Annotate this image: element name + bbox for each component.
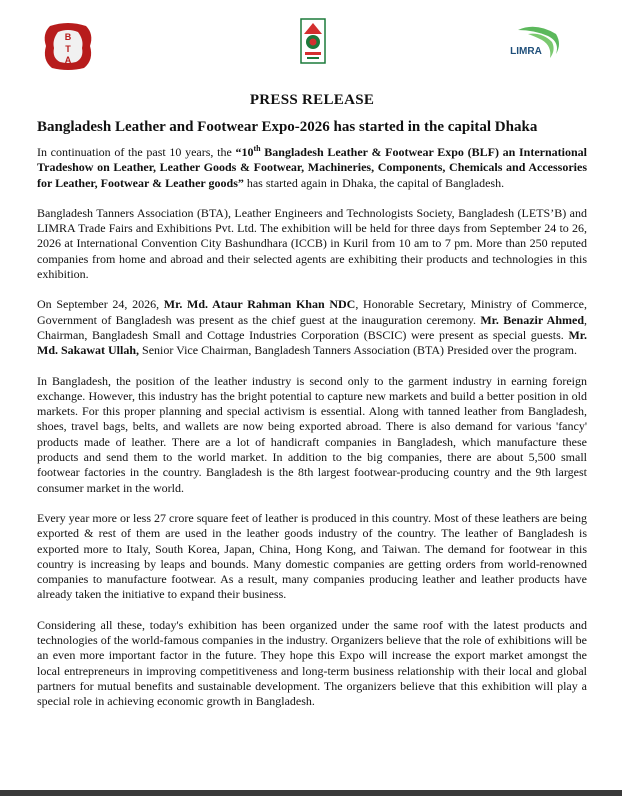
bottom-border: [0, 790, 622, 796]
p3-text-1: On September 24, 2026,: [37, 297, 164, 312]
limra-logo: [504, 24, 564, 64]
p1-bold-1: “10: [235, 145, 254, 159]
logo-header: [0, 18, 622, 74]
paragraph-industry-position: In Bangladesh, the position of the leather industry is second only to the garment industry in earning foreign exchange. However, this industry has the bright potential to capture new markets and build a better position in old markets. For this proper planning and special activism is essential. Along with tanned leather from Bangladesh, shoes, travel bags, belts, and wallets are now being exported abroad. There is also demand for various 'fancy' products made of leather. There are a lot of handicraft companies in Bangladesh, which manufacture these products and send them to the world market. In addition to the big companies, there are about 5,500 small footwear factories in the country. Bangladesh is the 8th largest footwear-producing country and the 9th largest consumer market in the world.: [37, 373, 587, 495]
bta-letter-a: A: [64, 55, 72, 65]
bta-logo: [40, 20, 96, 72]
p3-chief-guest: Mr. Md. Ataur Rahman Khan NDC: [163, 297, 356, 312]
p1-bold-2: Bangladesh Leather & Footwear Expo (BLF) an International Tradeshow on Leather, Leather Goods & Footwear, Machineries, Components, Chemicals and Accessories for Leather, Footwear & Leather goods”: [37, 145, 588, 190]
lets-emblem-logo: [300, 18, 326, 64]
paragraph-inauguration: [37, 297, 587, 358]
p1-sup: th: [253, 144, 261, 153]
p3-special-guest: Mr. Benazir Ahmed: [480, 312, 585, 327]
p3-text-3: , Chairman, Bangladesh Small and Cottage Industries Corporation (BSCIC) were present as special guests.: [37, 312, 588, 342]
p1-text-1: In continuation of the past 10 years, the: [37, 145, 236, 159]
p3-president: Mr. Md. Sakawat Ullah,: [37, 327, 587, 358]
limra-text: LIMRA: [510, 46, 542, 57]
paragraph-intro: [37, 145, 587, 191]
bta-letter-b: B: [64, 32, 72, 42]
paragraph-conclusion: Considering all these, today's exhibition has been organized under the same roof with the latest products and technologies of the world-famous companies in the industry. Organizers believe that the role of exhibitions will be an even more important factor in the future. They hope this Expo will increase the export market amongst the local entrepreneurs in improving competitiveness and long-term business relationship with their local and global partners for mutual benefits and sustainable development. The organizers believe that this exhibition will play a special role in achieving economic growth in Bangladesh.: [37, 617, 587, 709]
paragraph-leather-production: Every year more or less 27 crore square feet of leather is produced in this country. Most of these leathers are being exported & rest of them are used in the leather goods industry of the country. The leather of Bangladesh is exported more to Italy, South Korea, Japan, China, Hong Kong, and Taiwan. The demand for footwear in this country is increasing by leaps and bounds. Many domestic companies are getting orders from world-renowned companies to manufacture footwear. As a result, many companies producing leather and leather products have already taken the initiative to expand their business.: [37, 510, 587, 602]
page-title: PRESS RELEASE: [249, 92, 375, 108]
press-release-body: [37, 92, 587, 725]
p3-text-4: Senior Vice Chairman, Bangladesh Tanners Association (BTA) Presided over the program.: [139, 343, 577, 358]
paragraph-organizers: Bangladesh Tanners Association (BTA), Leather Engineers and Technologists Society, Bangladesh (LETS’B) and LIMRA Trade Fairs and Exhibitions Pvt. Ltd. The exhibition will be held for three days from September 24 to 26, 2026 at International Convention City Bashundhara (ICCB) in Kuril from 10 am to 7 pm. More than 250 reputed companies from home and abroad and their selected agents are exhibiting their products and technologies in this exhibition.: [37, 205, 587, 282]
bta-letter-t: T: [65, 44, 71, 54]
p3-text-2: , Honorable Secretary, Ministry of Commerce, Government of Bangladesh was present as the chief guest at the inauguration ceremony.: [37, 297, 588, 327]
headline: Bangladesh Leather and Footwear Expo-2026 has started in the capital Dhaka: [37, 119, 538, 135]
p1-text-2: has started again in Dhaka, the capital of Bangladesh.: [243, 175, 505, 190]
